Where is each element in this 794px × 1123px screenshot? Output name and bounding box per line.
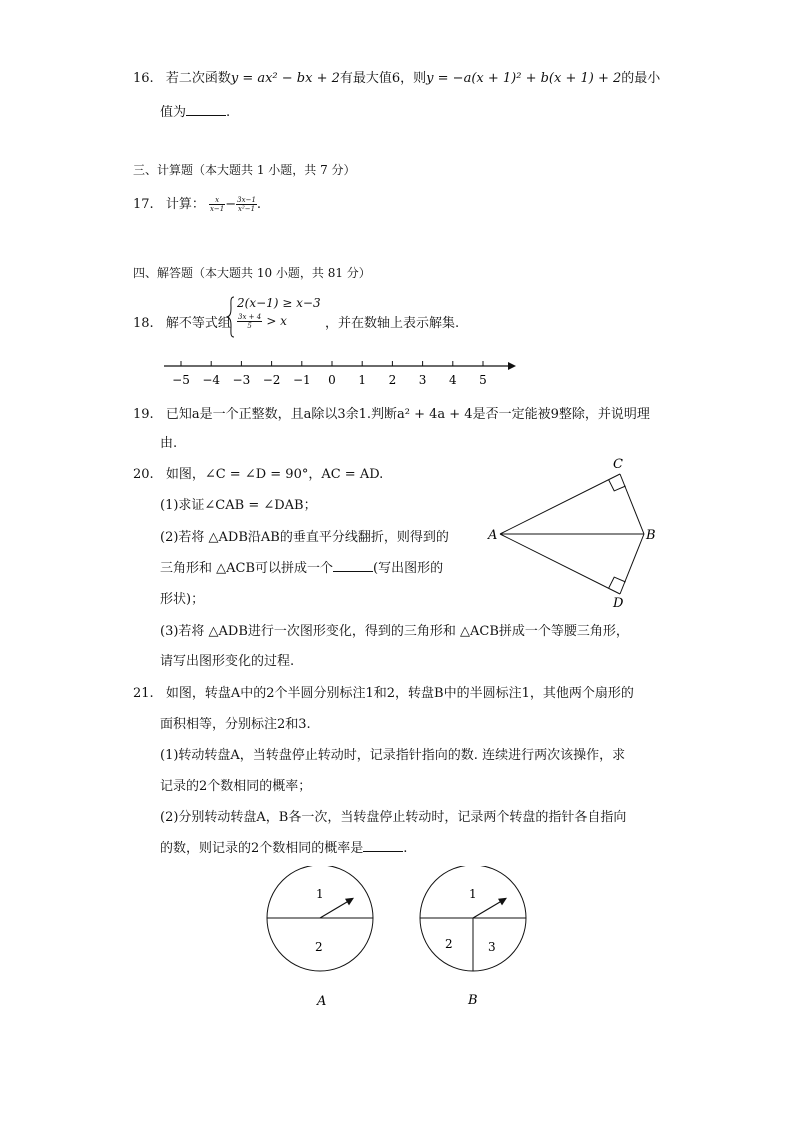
inequality-2-rest: > x [266, 314, 287, 328]
question-number: 20. [133, 467, 154, 482]
tick-label: 1 [358, 373, 367, 387]
question-number: 18. [133, 316, 154, 331]
spinner-a [262, 866, 382, 1016]
q17-line [133, 193, 261, 213]
q21-text: 的数，则记录的2个数相同的概率是 [160, 841, 364, 856]
spinner-a-label-1: 1 [316, 887, 324, 901]
answer-blank[interactable] [333, 559, 373, 572]
fraction-numerator: 3x + 4 [238, 313, 262, 321]
q20-text: 三角形和 △ACB可以拼成一个 [160, 561, 334, 576]
q21-text: 如图，转盘A中的2个半圆分别标注1和2，转盘B中的半圆标注1，其他两个扇形的 [165, 686, 634, 701]
tick-label: −4 [202, 373, 221, 387]
fraction-2 [236, 196, 257, 213]
q18-text-b: ，并在数轴上表示解集. [325, 316, 460, 331]
q19-line1 [133, 403, 650, 422]
tick-label: −5 [172, 373, 190, 387]
spinner-a-label-2: 2 [315, 940, 323, 954]
vertex-label-d: D [613, 596, 624, 611]
q18-line [133, 312, 231, 331]
spinner-b [415, 866, 535, 1016]
q20-part3-line2: 请写出图形变化的过程. [160, 654, 295, 669]
question-number: 19. [133, 407, 154, 422]
q21-part1-line1: (1)转动转盘A，当转盘停止转动时，记录指针指向的数. 连续进行两次该操作，求 [160, 748, 626, 763]
q20-line1 [133, 463, 383, 482]
inequality-2-fraction [237, 313, 262, 330]
minus-sign: − [225, 197, 237, 212]
q19-text: 已知a是一个正整数，且a除以3余1.判断a² + 4a + 4是否一定能被9整除，并说明理 [165, 407, 650, 422]
q21-line2: 面积相等，分别标注2和3. [160, 717, 311, 732]
q16-text: 若二次函数 [165, 71, 231, 86]
section-heading-3: 三、计算题（本大题共 1 小题，共 7 分） [133, 163, 356, 177]
tick-label: 3 [418, 373, 427, 387]
tick-label: −3 [232, 373, 251, 387]
q16-text: 值为 [160, 105, 187, 120]
q20-part2-line2 [160, 557, 443, 576]
q16-line2 [160, 101, 230, 120]
q20-text: (写出图形的 [373, 561, 444, 576]
q20-part2-line3: 形状)； [160, 592, 205, 607]
inequality-2 [237, 313, 287, 330]
arrow-right-icon [508, 362, 516, 370]
fraction-denominator: 5 [247, 322, 252, 330]
vertex-label-c: C [613, 457, 623, 472]
tick-label: 5 [479, 373, 487, 387]
tick-label: 0 [328, 373, 336, 387]
q20-triangle-figure [480, 452, 670, 612]
tick-label: 2 [388, 373, 397, 387]
q16-line1 [133, 67, 660, 86]
fraction-numerator: 3x−1 [237, 196, 256, 204]
q20-part2-line1: (2)若将 △ADB沿AB的垂直平分线翻折，则得到的 [160, 530, 449, 545]
number-line [160, 356, 520, 390]
q16-text: 有最大值6，则 [339, 71, 427, 86]
q17-label: 计算： [165, 197, 205, 212]
question-number: 21. [133, 686, 154, 701]
answer-blank[interactable] [186, 103, 226, 116]
q17-end: . [256, 197, 262, 212]
spinner-b-label-2: 2 [445, 937, 453, 951]
section-heading-4: 四、解答题（本大题共 10 小题，共 81 分） [133, 266, 371, 280]
question-number: 17. [133, 197, 154, 212]
arrow-head-icon [345, 898, 354, 906]
fraction-numerator: x [209, 196, 225, 205]
q20-part3-line1: (3)若将 △ADB进行一次图形变化，得到的三角形和 △ACB拼成一个等腰三角形， [160, 624, 629, 639]
tick-label: 4 [448, 373, 457, 387]
inequality-brace [226, 296, 236, 338]
spinner-b-label-3: 3 [488, 940, 496, 954]
q16-equation-1: y = ax² − bx + 2 [230, 71, 340, 86]
q16-text: . [226, 105, 231, 120]
q18-text: 解不等式组 [165, 316, 231, 331]
q21-part2-line1: (2)分别转动转盘A，B各一次，当转盘停止转动时，记录两个转盘的指针各自指向 [160, 810, 627, 825]
q20-part1: (1)求证∠CAB = ∠DAB； [160, 498, 317, 513]
spinner-b-label-1: 1 [469, 887, 477, 901]
fraction-denominator: x²−1 [238, 205, 256, 213]
tick-label: −2 [262, 373, 281, 387]
q21-part1-line2: 记录的2个数相同的概率； [160, 779, 312, 794]
fraction-1 [209, 196, 225, 213]
vertex-label-a: A [488, 528, 498, 543]
vertex-label-b: B [646, 528, 656, 543]
answer-blank[interactable] [363, 839, 403, 852]
q21-part2-line2 [160, 837, 407, 856]
inequality-1: 2(x−1) ≥ x−3 [237, 296, 321, 310]
tick-label: −1 [292, 373, 311, 387]
q21-text: . [403, 841, 408, 856]
q19-line2: 由. [160, 436, 178, 451]
spinner-b-caption: B [468, 993, 478, 1008]
q16-equation-2: y = −a(x + 1)² + b(x + 1) + 2 [426, 71, 622, 86]
q20-text: 如图，∠C = ∠D = 90°，AC = AD. [165, 467, 384, 482]
question-number: 16. [133, 71, 154, 86]
arrow-head-icon [498, 898, 507, 906]
q21-line1 [133, 682, 634, 701]
spinner-a-caption: A [317, 994, 327, 1009]
q16-text: 的最小 [621, 71, 661, 86]
fraction-denominator: x−1 [209, 205, 225, 213]
